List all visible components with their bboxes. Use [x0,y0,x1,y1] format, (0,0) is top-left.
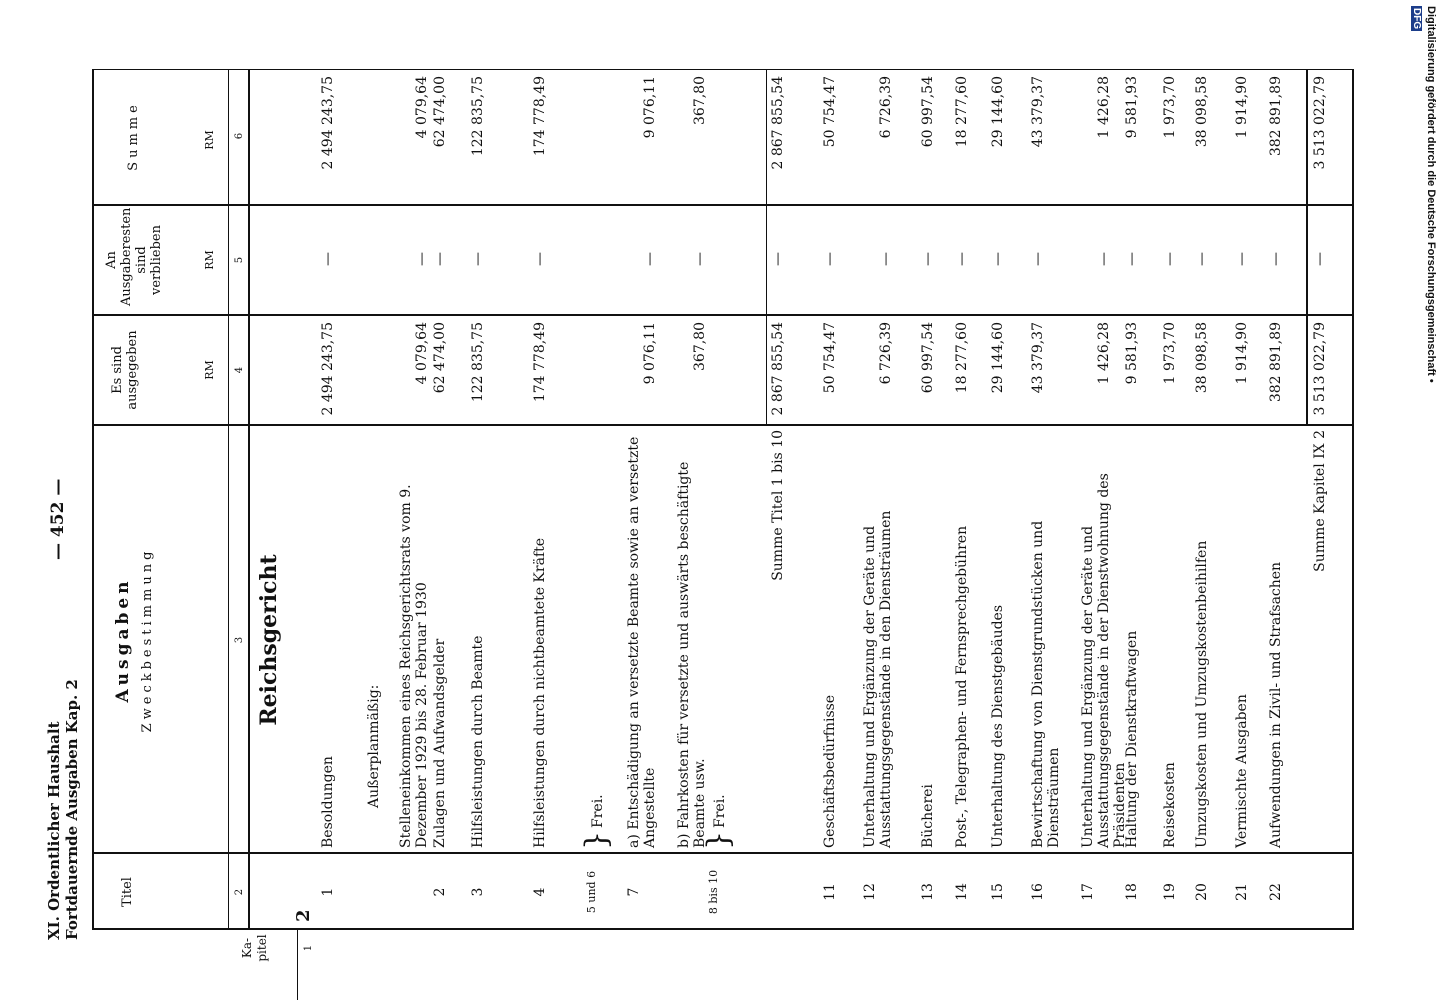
dfg-logo: DFG [1411,8,1422,30]
colnum-5: 5 [234,256,245,264]
row-description: Frei. [590,794,606,828]
row-description: Summe Kapitel IX 2 [1312,430,1328,572]
row-titel: 11 [822,883,838,901]
row-ausgabereste: — [692,252,708,266]
row-ausgegeben: 50 754,47 [822,322,838,394]
row-description: Stelleneinkommen eines Reichsgerichtsrats vom 9. Dezember 1929 bis 28. Februar 1930 [398,484,430,848]
row-ausgegeben: 9 076,11 [642,322,658,385]
row-ausgabereste: — [822,252,838,266]
row-titel: 5 und 6 [585,870,598,914]
row-titel: 3 [470,887,486,897]
row-summe: 1 426,28 [1096,76,1112,139]
row-ausgabereste: — [432,252,448,266]
row-ausgabereste: — [532,252,548,266]
credit-line [1410,6,1438,396]
row-ausgegeben: 62 474,00 [432,322,448,394]
row-description: Außerplanmäßig: [366,684,382,808]
unit-summe: RM [203,130,216,150]
row-ausgabereste: — [1268,252,1284,266]
row-titel: 7 [626,887,642,897]
kapitel-num-rule [297,930,298,1000]
row-description: Unterhaltung und Ergänzung der Geräte und Ausstattungsgegenstände in der Dienstwohnung des Präsidenten [1080,473,1128,848]
row-description: Besoldungen [320,756,336,848]
row-description: Aufwendungen in Zivil- und Strafsachen [1268,561,1284,848]
row-ausgegeben: 122 835,75 [470,322,486,403]
row-ausgabereste: — [1124,252,1140,266]
header-summe: Summe [126,101,141,171]
unit-rest: RM [203,250,216,270]
col-div-ausgegeben [92,314,1354,316]
row-ausgegeben: 1 973,70 [1162,322,1178,385]
row-ausgabereste: — [1312,252,1328,266]
row-summe: 62 474,00 [432,76,448,148]
header-ausgegeben: Es sind ausgegeben [110,330,140,410]
row-summe: 50 754,47 [822,76,838,148]
row-description: Geschäftsbedürfnisse [822,694,838,848]
row-ausgabereste: — [1194,252,1210,266]
row-ausgegeben: 1 914,90 [1234,322,1250,385]
row-summe: 2 494 243,75 [320,76,336,170]
row-description: b) Fahrkosten für versetzte und auswärts beschäftigte Beamte usw. [676,461,708,848]
row-ausgabereste: — [920,252,936,266]
row-titel: 16 [1030,883,1046,901]
row-summe: 122 835,75 [470,76,486,157]
row-titel: 15 [990,883,1006,901]
row-ausgegeben: 3 513 022,79 [1312,322,1328,416]
colnum-1: 1 [303,944,314,952]
unit-ausgegeben: RM [203,360,216,380]
row-ausgegeben: 382 891,89 [1268,322,1284,403]
row-description: Hilfsleistungen durch nichtbeamtete Kräfte [532,537,548,848]
row-summe: 43 379,37 [1030,76,1046,148]
row-titel: 2 [432,887,448,897]
row-summe: 1 914,90 [1234,76,1250,139]
section-title: XI. Ordentlicher Haushalt [45,721,63,940]
row-ausgegeben: 43 379,37 [1030,322,1046,394]
total-rule [1306,70,1308,426]
row-ausgabereste: — [1030,252,1046,266]
row-description: Unterhaltung des Dienstgebäudes [990,604,1006,848]
row-summe: 2 867 855,54 [770,76,786,170]
row-summe: 3 513 022,79 [1312,76,1328,170]
row-description: Hilfsleistungen durch Beamte [470,635,486,848]
header-ausgabereste: An Ausgaberesten sind verblieben [104,207,164,306]
row-description: Frei. [712,794,728,828]
row-titel: 1 [320,887,336,897]
row-summe: 38 098,58 [1194,76,1210,148]
header-ausgaben: Ausgaben [113,577,133,703]
row-description: Haltung der Dienstkraftwagen [1124,630,1140,848]
row-ausgabereste: — [642,252,658,266]
row-ausgegeben: 29 144,60 [990,322,1006,394]
row-ausgegeben: 4 079,64 [414,322,430,385]
row-description: Bücherei [920,784,936,848]
header-bottom-rule [248,70,250,930]
row-ausgegeben: 60 997,54 [920,322,936,394]
row-ausgabereste: — [414,252,430,266]
row-description: Umzugskosten und Umzugskostenbeihilfen [1194,540,1210,848]
row-ausgabereste: — [878,252,894,266]
row-ausgabereste: — [1096,252,1112,266]
row-ausgegeben: 9 581,93 [1124,322,1140,385]
row-summe: 367,80 [692,76,708,125]
row-description: Reisekosten [1162,762,1178,848]
row-titel: 13 [920,883,936,901]
subtotal-rule [766,70,767,426]
row-ausgegeben: 1 426,28 [1096,322,1112,385]
row-description: Post-, Telegraphen- und Fernsprechgebühren [954,525,970,848]
row-summe: 174 778,49 [532,76,548,157]
row-ausgegeben: 18 277,60 [954,322,970,394]
header-num-rule [228,70,229,930]
row-ausgabereste: — [1162,252,1178,266]
row-summe: 29 144,60 [990,76,1006,148]
credit-text: Digitalisierung gefördert durch die Deutsche Forschungsgemeinschaft • [1425,6,1437,383]
row-ausgegeben: 2 867 855,54 [770,322,786,416]
row-description: Unterhaltung und Ergänzung der Geräte und Ausstattungsgegenstände in den Diensträumen [862,510,894,848]
row-ausgegeben: 38 098,58 [1194,322,1210,394]
row-description: Bewirtschaftung von Dienstgrundstücken und Diensträumen [1030,520,1062,848]
colnum-2: 2 [234,888,245,896]
row-summe: 18 277,60 [954,76,970,148]
brace-icon: } [701,830,736,850]
row-summe: 4 079,64 [414,76,430,139]
row-description: Summe Titel 1 bis 10 [770,430,786,581]
row-titel: 14 [954,883,970,901]
row-ausgabereste: — [470,252,486,266]
row-description: a) Entschädigung an versetzte Beamte sowie an versetzte Angestellte [626,436,658,848]
section-heading: Reichsgericht [256,554,282,726]
row-summe: 9 581,93 [1124,76,1140,139]
row-titel: 17 [1080,883,1096,901]
header-kapitel: Ka-pitel [240,934,269,962]
row-ausgabereste: — [320,252,336,266]
page-number: — 452 — [48,478,68,560]
table-top-rule [92,70,94,930]
row-summe: 1 973,70 [1162,76,1178,139]
colnum-4: 4 [234,366,245,374]
row-ausgegeben: 367,80 [692,322,708,371]
row-summe: 6 726,39 [878,76,894,139]
row-ausgegeben: 6 726,39 [878,322,894,385]
row-titel: 12 [862,883,878,901]
colnum-3: 3 [234,636,245,644]
kapitel-number: 2 [293,909,314,922]
row-description: Vermischte Ausgaben [1234,694,1250,848]
row-ausgabereste: — [1234,252,1250,266]
row-summe: 60 997,54 [920,76,936,148]
header-zweckbestimmung: Zweckbestimmung [140,547,155,733]
row-ausgegeben: 174 778,49 [532,322,548,403]
header-titel: Titel [120,877,135,907]
row-summe: 382 891,89 [1268,76,1284,157]
brace-icon: } [579,830,614,850]
row-summe: 9 076,11 [642,76,658,139]
colnum-6: 6 [234,132,245,140]
row-titel: 8 bis 10 [707,869,720,915]
row-titel: 18 [1124,883,1140,901]
col-div-rest [92,204,1354,206]
row-ausgegeben: 2 494 243,75 [320,322,336,416]
table-bottom-rule [1352,70,1354,930]
row-titel: 21 [1234,883,1250,901]
row-titel: 20 [1194,883,1210,901]
row-titel: 4 [532,887,548,897]
row-ausgabereste: — [990,252,1006,266]
row-ausgabereste: — [954,252,970,266]
section-subtitle: Fortdauernde Ausgaben Kap. 2 [63,679,81,940]
col-div-zweck [92,424,1354,426]
row-titel: 19 [1162,883,1178,901]
row-description: Zulagen und Aufwandsgelder [432,638,448,848]
col-div-right [92,69,1354,70]
row-ausgabereste: — [770,252,786,266]
row-titel: 22 [1268,883,1284,901]
